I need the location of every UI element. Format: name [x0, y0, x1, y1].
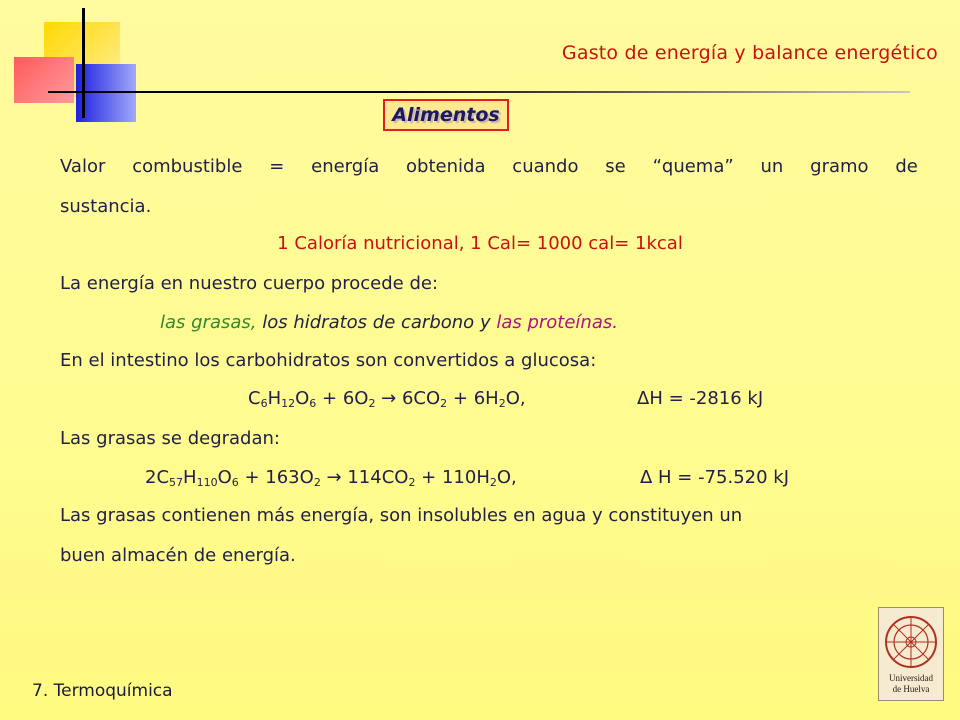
- eq-subscript: 2: [313, 476, 321, 489]
- eq-subscript: 2: [408, 476, 416, 489]
- word: “quema”: [652, 156, 734, 177]
- eq-term: O: [295, 388, 310, 409]
- calorie-equivalence: 1 Caloría nutricional, 1 Cal= 1000 cal= 1kcal: [277, 233, 683, 254]
- word: =: [269, 156, 285, 177]
- eq-subscript: 57: [169, 476, 184, 489]
- eq-term: C: [248, 388, 261, 409]
- word: combustible: [132, 156, 243, 177]
- word: Valor: [60, 156, 106, 177]
- fats-text: las grasas,: [160, 312, 257, 333]
- definition-line-continued: sustancia.: [60, 196, 152, 217]
- eq-subscript: 2: [368, 397, 376, 410]
- eq-subscript: 2: [489, 476, 497, 489]
- logo-text-2: de Huelva: [892, 684, 930, 694]
- logo-text-1: Universidad: [889, 673, 933, 683]
- eq-term: → 6CO: [375, 388, 441, 409]
- energy-source-intro: La energía en nuestro cuerpo procede de:: [60, 273, 439, 294]
- eq-term: O: [217, 467, 232, 488]
- and-text: y: [479, 312, 491, 333]
- eq-subscript: 2: [440, 397, 448, 410]
- eq-subscript: 6: [260, 397, 268, 410]
- word: obtenida: [406, 156, 486, 177]
- eq-term: O,: [505, 388, 526, 409]
- glucose-enthalpy: ΔH = -2816 kJ: [637, 388, 764, 409]
- eq-subscript: 2: [498, 397, 506, 410]
- fats-intro: Las grasas se degradan:: [60, 428, 280, 449]
- eq-subscript: 6: [309, 397, 317, 410]
- eq-subscript: 12: [281, 397, 296, 410]
- decorative-blue-square: [76, 64, 136, 122]
- eq-term: + 110H: [415, 467, 490, 488]
- decorative-vertical-line: [82, 8, 85, 118]
- proteins-text: las proteínas.: [496, 312, 618, 333]
- section-badge: [383, 99, 509, 131]
- word: gramo: [810, 156, 869, 177]
- eq-term: O,: [496, 467, 517, 488]
- word: energía: [311, 156, 380, 177]
- nutrients-line: [160, 312, 618, 334]
- fats-conclusion-continued: buen almacén de energía.: [60, 545, 296, 566]
- university-seal-icon: [879, 608, 943, 700]
- word: de: [895, 156, 918, 177]
- eq-term: 2C: [145, 467, 170, 488]
- glucose-equation: [248, 388, 526, 410]
- section-badge-label: Alimentos: [392, 104, 500, 126]
- definition-line: [60, 156, 918, 178]
- university-logo: [878, 607, 944, 701]
- word: se: [605, 156, 626, 177]
- chapter-footer: 7. Termoquímica: [32, 681, 173, 701]
- word: cuando: [512, 156, 579, 177]
- eq-subscript: 110: [196, 476, 218, 489]
- eq-term: H: [267, 388, 282, 409]
- decorative-red-square: [14, 57, 74, 103]
- eq-subscript: 6: [231, 476, 239, 489]
- carbs-text: los hidratos de carbono: [262, 312, 475, 333]
- slide-title: Gasto de energía y balance energético: [561, 42, 938, 64]
- eq-term: H: [183, 467, 197, 488]
- fat-enthalpy: Δ H = -75.520 kJ: [640, 467, 790, 488]
- fat-equation: [145, 467, 517, 489]
- eq-term: + 163O: [238, 467, 314, 488]
- eq-term: + 6H: [447, 388, 499, 409]
- word: un: [760, 156, 784, 177]
- header-divider-line: [48, 91, 910, 93]
- fats-conclusion: Las grasas contienen más energía, son insolubles en agua y constituyen un: [60, 505, 743, 526]
- eq-term: + 6O: [316, 388, 369, 409]
- glucose-intro: En el intestino los carbohidratos son convertidos a glucosa:: [60, 350, 597, 371]
- eq-term: → 114CO: [320, 467, 409, 488]
